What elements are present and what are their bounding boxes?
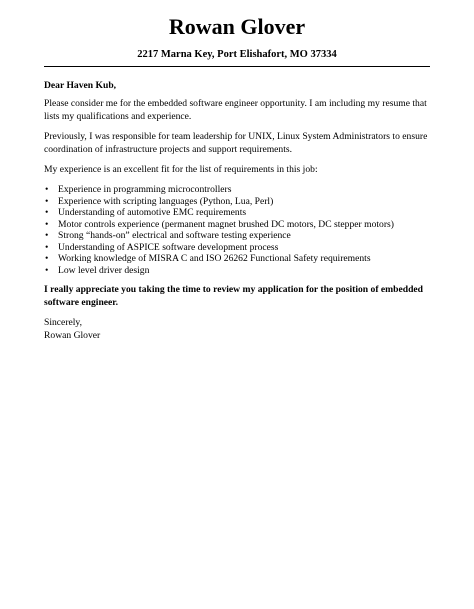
list-item-text: Strong “hands-on” electrical and software testing experience — [58, 230, 291, 242]
list-item-text: Experience in programming microcontrollers — [58, 184, 232, 196]
list-item-text: Working knowledge of MISRA C and ISO 26262 Functional Safety requirements — [58, 253, 371, 265]
requirements-intro: My experience is an excellent fit for the list of requirements in this job: — [44, 164, 318, 176]
list-item — [44, 196, 436, 208]
list-item — [44, 265, 436, 277]
list-item — [44, 184, 436, 196]
applicant-address: 2217 Marna Key, Port Elishafort, MO 37334 — [137, 49, 337, 60]
letter-signoff: Sincerely, — [44, 317, 83, 329]
list-item-text: Understanding of automotive EMC requirements — [58, 207, 247, 219]
list-item-text: Low level driver design — [58, 264, 150, 276]
bullet-icon: • — [45, 207, 49, 219]
intro-paragraph: Please consider me for the embedded software engineer opportunity. I am including my resume that lists my qualifications and experience. — [44, 98, 427, 122]
bullet-icon: • — [45, 253, 49, 265]
letter-body — [44, 80, 436, 350]
list-item-text: Motor controls experience (permanent magnet brushed DC motors, DC stepper motors) — [58, 218, 394, 230]
bullet-icon: • — [45, 195, 49, 207]
list-item-text: Understanding of ASPICE software development process — [58, 241, 279, 253]
list-item — [44, 207, 436, 219]
list-item — [44, 253, 436, 265]
experience-paragraph: Previously, I was responsible for team leadership for UNIX, Linux System Administrators to ensure coordination of infrastructure projects and support requirements. — [44, 131, 428, 155]
bullet-icon: • — [45, 241, 49, 253]
signature-name: Rowan Glover — [44, 329, 101, 341]
header-divider — [44, 66, 430, 67]
bullet-icon: • — [45, 264, 49, 276]
list-item — [44, 219, 436, 231]
requirements-list — [44, 184, 436, 276]
list-item — [44, 242, 436, 254]
list-item — [44, 230, 436, 242]
bullet-icon: • — [45, 230, 49, 242]
bullet-icon: • — [45, 184, 49, 196]
list-item-text: Experience with scripting languages (Python, Lua, Perl) — [58, 195, 274, 207]
applicant-name: Rowan Glover — [168, 14, 306, 39]
bullet-icon: • — [45, 218, 49, 230]
closing-statement: I really appreciate you taking the time to review my application for the position of embedded software engineer. — [44, 284, 424, 308]
letter-greeting: Dear Haven Kub, — [44, 80, 117, 91]
